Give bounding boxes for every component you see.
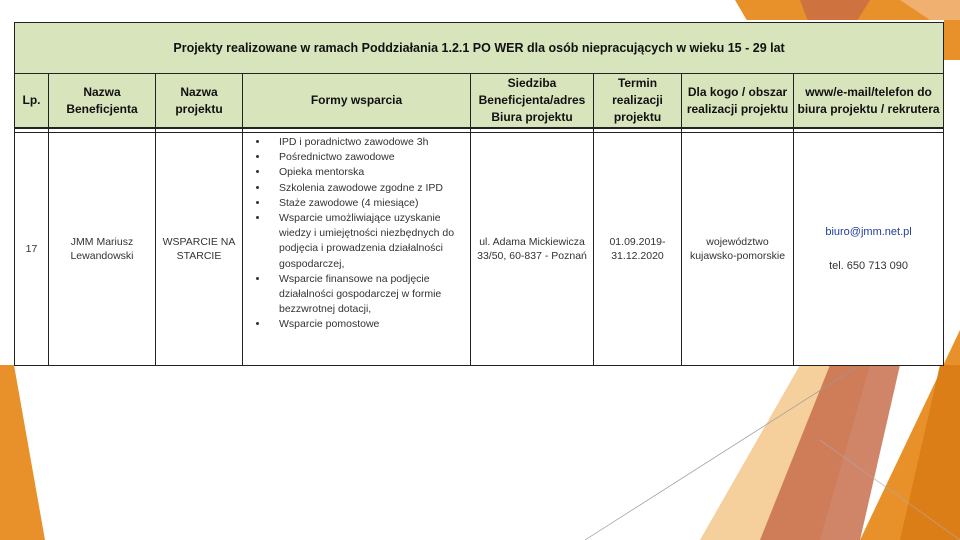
forms-list [243,135,470,333]
header-contact: www/e-mail/telefon do biura projektu / rekrutera [794,74,944,129]
table-row [15,133,944,366]
form-item: • IPD i poradnictwo zawodowe 3h [269,135,470,150]
cell-area: województwo kujawsko-pomorskie [682,133,794,366]
header-row [15,74,944,129]
table-title-row [15,23,944,74]
header-lp: Lp. [15,74,49,129]
cell-address: ul. Adama Mickiewicza 33/50, 60-837 - Poznań [471,133,594,366]
cell-beneficiary: JMM Mariusz Lewandowski [49,133,156,366]
email-link[interactable]: biuro@jmm.net.pl [825,226,912,238]
projects-table [14,22,944,366]
table-title: Projekty realizowane w ramach Poddziałania 1.2.1 PO WER dla osób niepracujących w wieku 15 - 29 lat [15,23,944,74]
header-address: Siedziba Beneficjenta/adres Biura projektu [471,74,594,129]
form-item: • Staże zawodowe (4 miesiące) [269,196,470,211]
cell-period: 01.09.2019-31.12.2020 [594,133,682,366]
form-item: • Szkolenia zawodowe zgodne z IPD [269,181,470,196]
cell-contact [794,133,944,366]
cell-forms [243,133,471,366]
cell-lp: 17 [15,133,49,366]
form-item: • Wsparcie pomostowe [269,317,470,332]
form-item: • Wsparcie umożliwiające uzyskanie wiedzy i umiejętności niezbędnych do podjęcia i prowadzenia działalności gospodarczej, [269,211,470,272]
cell-project-name: WSPARCIE NA STARCIE [156,133,243,366]
header-area: Dla kogo / obszar realizacji projektu [682,74,794,129]
header-period: Termin realizacji projektu [594,74,682,129]
phone-number: tel. 650 713 090 [829,260,908,272]
form-item: • Pośrednictwo zawodowe [269,150,470,165]
header-forms: Formy wsparcia [243,74,471,129]
header-beneficiary: Nazwa Beneficjenta [49,74,156,129]
deco-left-orange [0,365,45,540]
form-item: • Wsparcie finansowe na podjęcie działalności gospodarczej w formie bezzwrotnej dotacji, [269,272,470,318]
form-item: • Opieka mentorska [269,165,470,180]
header-project-name: Nazwa projektu [156,74,243,129]
